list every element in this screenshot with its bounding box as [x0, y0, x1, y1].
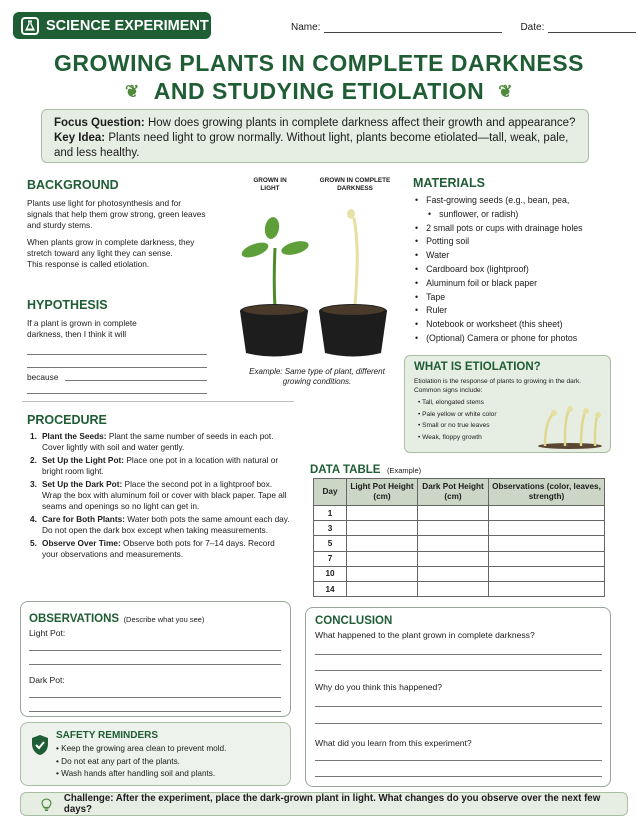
- step-title: Care for Both Plants:: [42, 514, 125, 525]
- procedure-step: [30, 431, 292, 453]
- table-row: [314, 536, 605, 551]
- day-cell: 5: [314, 536, 347, 551]
- conclusion-box: [305, 607, 611, 787]
- figure-label-dark: GROWN IN COMPLETE DARKNESS: [319, 177, 391, 192]
- input-cell[interactable]: [489, 566, 605, 581]
- background-heading: BACKGROUND: [27, 178, 119, 192]
- answer-line[interactable]: [29, 650, 281, 651]
- step-text: Place one pot in a location with natural or bright room light.: [42, 455, 279, 477]
- etiolation-box: [404, 355, 611, 453]
- focus-question-label: Focus Question:: [54, 117, 145, 129]
- name-field[interactable]: [324, 23, 502, 33]
- date-label: Date:: [520, 22, 545, 33]
- day-cell: 10: [314, 566, 347, 581]
- dark-pot-label: Dark Pot:: [29, 675, 65, 685]
- input-cell[interactable]: [418, 581, 489, 596]
- day-cell: 3: [314, 521, 347, 536]
- key-idea: Plants need light to grow normally. Without light, plants become etiolated—tall, weak, pale, and less healthy.: [54, 132, 569, 159]
- name-label: Name:: [291, 22, 321, 33]
- list-item: • Potting soil: [415, 235, 625, 249]
- list-item: • Fast-growing seeds (e.g., bean, pea,: [415, 194, 625, 208]
- header-badge: [13, 12, 211, 39]
- divider: [22, 401, 294, 402]
- procedure-step: [30, 538, 292, 560]
- input-cell[interactable]: [489, 506, 605, 521]
- table-row: [314, 566, 605, 581]
- day-cell: 14: [314, 581, 347, 596]
- step-text: Water both pots the same amount each day. Do not open the dark box except when taking measurements.: [42, 514, 290, 536]
- observations-heading: OBSERVATIONS: [29, 613, 120, 625]
- step-text: Place the second pot in a lightproof box. Wrap the box with aluminum foil or cover with black paper. Tape all seams and openings so no light can get in.: [42, 479, 287, 512]
- input-cell[interactable]: [418, 566, 489, 581]
- list-item: • Small or no true leaves: [418, 422, 490, 429]
- background-p2: When plants grow in complete darkness, they stretch toward any light they can sense.: [27, 237, 195, 258]
- list-item: • 2 small pots or cups with drainage holes: [415, 222, 625, 236]
- leaf-icon: ❦: [498, 81, 513, 101]
- background-text: [27, 198, 209, 270]
- flask-icon: [21, 17, 39, 35]
- data-table-title: [310, 460, 421, 478]
- step-title: Set Up the Light Pot:: [42, 455, 125, 465]
- light-pot-label: Light Pot:: [29, 628, 66, 638]
- because-label: because: [27, 372, 59, 382]
- conclusion-heading: CONCLUSION: [315, 615, 393, 627]
- etiolated-sprouts-illustration: [535, 402, 605, 450]
- observations-note: (Describe what you see): [123, 615, 205, 624]
- column-header: Dark Pot Height (cm): [418, 479, 489, 506]
- list-item-text: Weak, floppy growth: [422, 433, 482, 441]
- focus-box: [41, 109, 589, 163]
- step-title: Observe Over Time:: [42, 538, 121, 549]
- safety-box: [20, 722, 291, 786]
- key-idea-label: Key Idea:: [54, 132, 106, 144]
- table-row: [314, 581, 605, 596]
- answer-line[interactable]: [29, 697, 281, 698]
- answer-line[interactable]: [29, 711, 281, 712]
- list-item: • Wash hands after handling soil and plants.: [56, 769, 216, 778]
- etiolation-heading: WHAT IS ETIOLATION?: [414, 361, 541, 373]
- header-badge-label: SCIENCE EXPERIMENT: [46, 17, 209, 34]
- list-item-text: Keep the growing area clean to prevent mold.: [61, 744, 227, 753]
- etiolation-intro: Etiolation is the response of plants to growing in the dark.: [414, 378, 582, 385]
- list-item: • Notebook or worksheet (this sheet): [415, 318, 625, 332]
- input-cell[interactable]: [347, 581, 418, 596]
- step-text: Plant the same number of seeds in each pot. Cover lightly with soil and water gently.: [42, 431, 274, 453]
- list-item-cont: [415, 208, 625, 222]
- step-number: 3.: [30, 479, 37, 489]
- day-cell: 1: [314, 506, 347, 521]
- challenge-text: Challenge: After the experiment, place the dark-grown plant in light. What changes do you observe over the next few days?: [63, 793, 601, 815]
- hypothesis-answer-line[interactable]: [27, 354, 207, 355]
- column-header: Day: [314, 479, 347, 506]
- shield-check-icon: [30, 734, 50, 756]
- step-title: Set Up the Dark Pot:: [42, 479, 123, 489]
- answer-line[interactable]: [315, 706, 602, 707]
- because-answer-line[interactable]: [65, 380, 207, 381]
- list-item: • Aluminum foil or black paper: [415, 277, 625, 291]
- leaf-icon: ❦: [124, 81, 140, 101]
- step-number: 5.: [30, 538, 37, 549]
- list-item: • Water: [415, 249, 625, 263]
- input-cell[interactable]: [347, 536, 418, 551]
- procedure-heading: PROCEDURE: [27, 413, 107, 427]
- step-title: Plant the Seeds:: [42, 431, 107, 441]
- step-number: 2.: [30, 455, 37, 465]
- page-title-line2-wrap: [0, 78, 638, 105]
- input-cell[interactable]: [418, 521, 489, 536]
- figure-caption: Example: Same type of plant, different growing conditions.: [249, 367, 385, 386]
- list-item: • Ruler: [415, 304, 625, 318]
- list-item: • Keep the growing area clean to prevent mold.: [56, 744, 227, 753]
- day-cell: 7: [314, 551, 347, 566]
- answer-line[interactable]: [315, 776, 602, 777]
- answer-line[interactable]: [315, 760, 602, 761]
- column-header: Observations (color, leaves, strength): [489, 479, 605, 506]
- list-item-text: Wash hands after handling soil and plants.: [61, 769, 216, 778]
- table-header-row: [314, 479, 605, 506]
- list-item-text: Small or no true leaves: [422, 422, 490, 429]
- etiolation-signs-label: Common signs include:: [414, 387, 483, 394]
- data-table: [313, 478, 605, 597]
- answer-line[interactable]: [29, 664, 281, 665]
- hypothesis-heading: HYPOTHESIS: [27, 298, 108, 312]
- date-field[interactable]: [548, 23, 636, 33]
- page-title-line1: GROWING PLANTS IN COMPLETE DARKNESS: [54, 50, 584, 76]
- materials-heading: MATERIALS: [413, 176, 485, 190]
- step-text: Observe both pots for 7–14 days. Record your observations and measurements.: [42, 538, 275, 560]
- input-cell[interactable]: [489, 581, 605, 596]
- safety-heading: SAFETY REMINDERS: [56, 730, 159, 741]
- conclusion-question-1: What happened to the plant grown in complete darkness?: [315, 630, 535, 640]
- input-cell[interactable]: [489, 551, 605, 566]
- observations-title: [29, 609, 204, 627]
- materials-list: [415, 194, 625, 346]
- column-header: Light Pot Height (cm): [347, 479, 418, 506]
- safety-list: [56, 743, 226, 781]
- because-answer-line[interactable]: [27, 393, 207, 394]
- list-item: • Weak, floppy growth: [418, 433, 482, 441]
- procedure-step: [30, 455, 292, 477]
- focus-question: How does growing plants in complete darkness affect their growth and appearance?: [147, 117, 576, 129]
- figure-label-light: GROWN IN LIGHT: [253, 177, 287, 192]
- data-table-heading: DATA TABLE: [310, 464, 381, 476]
- list-item: • Tall, elongated stems: [418, 399, 484, 406]
- input-cell[interactable]: [489, 536, 605, 551]
- background-p3: This response is called etiolation.: [27, 259, 150, 269]
- step-number: 4.: [30, 514, 37, 525]
- list-item: • Pale yellow or white color: [418, 410, 497, 418]
- list-item: • Do not eat any part of the plants.: [56, 756, 180, 766]
- plants-illustration: [232, 200, 402, 362]
- list-item: • Cardboard box (lightproof): [415, 263, 625, 277]
- input-cell[interactable]: [418, 551, 489, 566]
- procedure-step: [30, 479, 292, 513]
- observations-box: [20, 601, 291, 717]
- list-item-text: sunflower, or radish): [439, 208, 519, 219]
- procedure-step: [30, 514, 292, 536]
- answer-line[interactable]: [315, 723, 602, 724]
- procedure-steps: [30, 431, 292, 562]
- page-title-line2: AND STUDYING ETIOLATION: [153, 78, 485, 104]
- list-item-text: Pale yellow or white color: [422, 410, 497, 418]
- answer-line[interactable]: [315, 670, 602, 671]
- input-cell[interactable]: [347, 566, 418, 581]
- input-cell[interactable]: [489, 521, 605, 536]
- name-date-fields: [291, 22, 636, 33]
- hypothesis-answer-line[interactable]: [27, 367, 207, 368]
- table-row: [314, 551, 605, 566]
- hypothesis-prompt: If a plant is grown in complete darkness, then I think it will: [27, 318, 137, 339]
- input-cell[interactable]: [418, 506, 489, 521]
- list-item-text: Do not eat any part of the plants.: [61, 756, 180, 766]
- conclusion-question-2: Why do you think this happened?: [315, 682, 443, 692]
- background-p1: Plants use light for photosynthesis and for signals that help them grow strong, green leaves and sturdy stems.: [27, 198, 206, 230]
- list-item: • (Optional) Camera or phone for photos: [415, 332, 625, 346]
- challenge-bar: [20, 792, 628, 816]
- answer-line[interactable]: [315, 654, 602, 655]
- list-item: • Tape: [415, 291, 625, 305]
- data-table-note: (Example): [386, 466, 422, 475]
- table-row: [314, 506, 605, 521]
- input-cell[interactable]: [418, 536, 489, 551]
- input-cell[interactable]: [347, 551, 418, 566]
- conclusion-question-3: What did you learn from this experiment?: [315, 738, 472, 748]
- input-cell[interactable]: [347, 506, 418, 521]
- table-row: [314, 521, 605, 536]
- list-item-text: Tall, elongated stems: [422, 399, 484, 406]
- step-number: 1.: [30, 431, 37, 441]
- lightbulb-icon: [41, 798, 52, 811]
- input-cell[interactable]: [347, 521, 418, 536]
